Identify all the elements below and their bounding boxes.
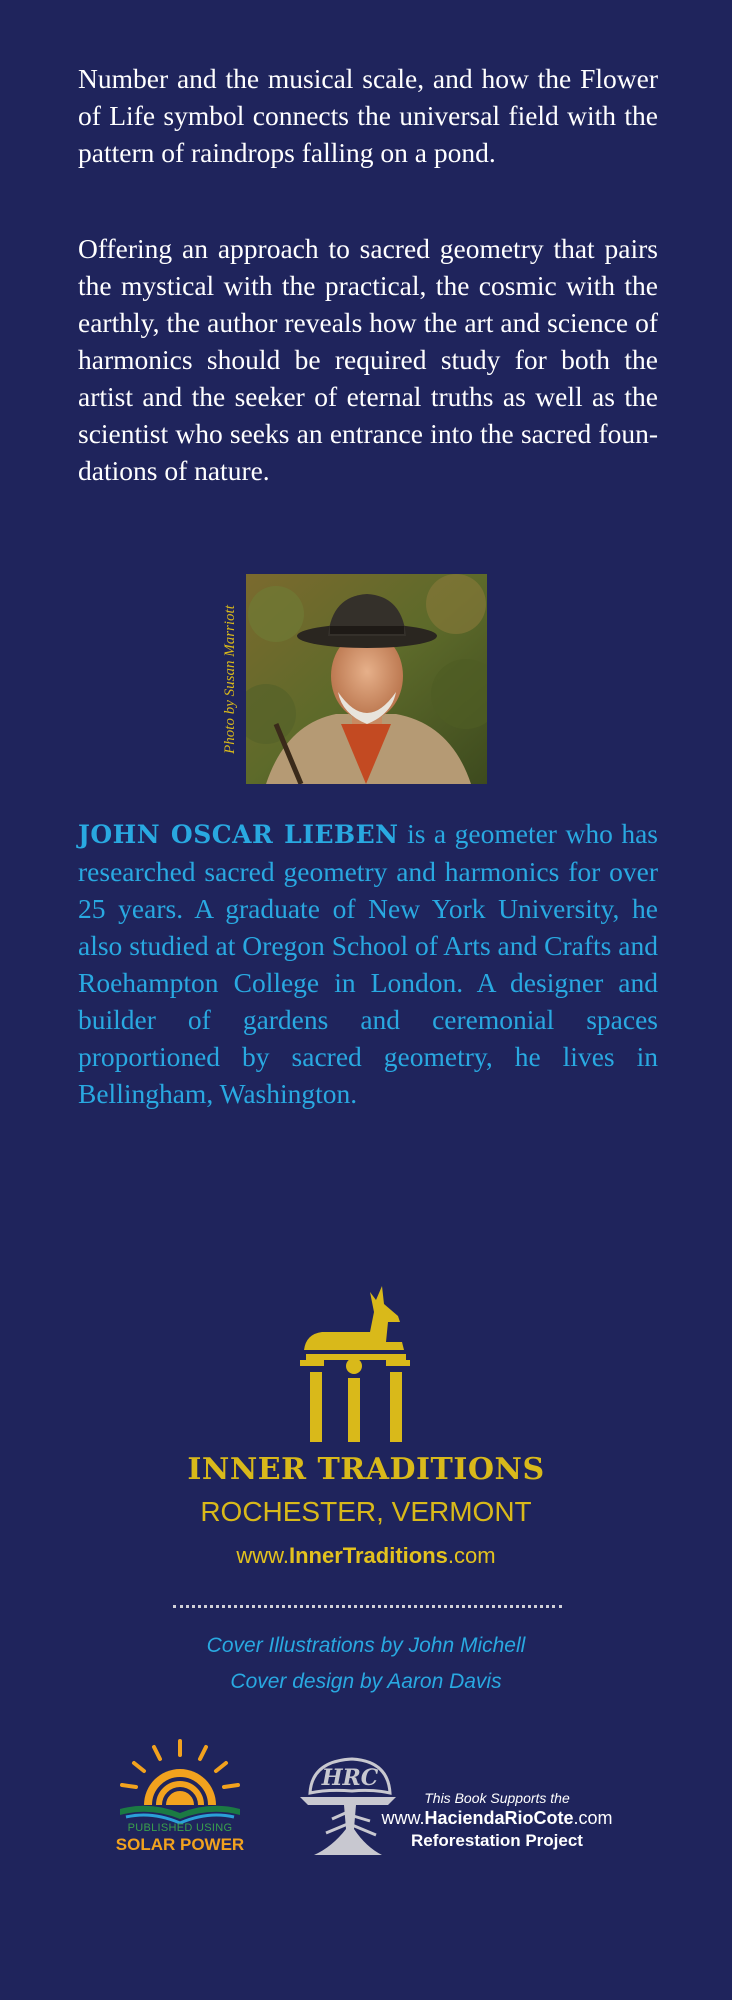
solar-line-2: SOLAR POWER [115,1835,245,1854]
hrc-logo-text: HRC [321,1765,379,1791]
author-bio-text: is a geometer who has researched sacred geometry and harmonics for over 25 years. A graduate of New York University, he also studied at Oregon School of Arts and Crafts and Roehampton College in London. A designer and builder of gardens and ceremonial spaces proportioned by sacred geometry, he lives in Bellingham, Washington. [78,818,658,1109]
sun-icon [110,1735,250,1825]
publisher-url-prefix: www. [236,1543,289,1568]
hrc-url-prefix: www. [381,1808,425,1828]
illustration-credit: Cover Illustrations by John Michell [206,1634,526,1657]
publisher-city: ROCHESTER, VERMONT [200,1496,532,1527]
solar-line-1: PUBLISHED USING [127,1822,233,1834]
author-photo-image [246,574,487,784]
author-photo [246,574,487,784]
publisher-url-bold: InnerTraditions [288,1543,448,1568]
hrc-url-bold: HaciendaRioCote [424,1808,574,1828]
hrc-info [372,1790,622,1851]
photo-credit-text: Photo by Susan Marriott [221,604,238,754]
jackal-pillar-icon [300,1282,420,1442]
description-paragraph-2: Offering an approach to sacred geometry that pairs the mystical with the practical, the cosmic with the earthly, the author reveals how the art and science of harmonics should be required study for both the artist and the seeker of eternal truths as well as the scientist who seeks an entrance into the sacred foundations of nature. [78,233,658,486]
inner-traditions-logo [300,1282,420,1442]
design-credit: Cover design by Aaron Davis [230,1670,502,1693]
divider [173,1605,562,1608]
publisher-website-link[interactable] [0,1543,732,1569]
hrc-supports-text: This Book Supports the [424,1790,570,1806]
publisher-url-suffix: .com [447,1543,496,1568]
publisher-name: INNER TRADITIONS [187,1452,545,1487]
author-name: JOHN OSCAR LIEBEN [78,820,399,849]
description-paragraph-1: Number and the musical scale, and how the Flower of Life symbol connects the universal field with the pattern of raindrops falling on a pond. [78,63,658,168]
author-bio [78,815,658,1112]
hrc-url-suffix: .com [573,1808,613,1828]
hrc-website-link[interactable] [372,1808,622,1829]
photo-credit [214,574,246,784]
hrc-project-text: Reforestation Project [411,1831,583,1850]
